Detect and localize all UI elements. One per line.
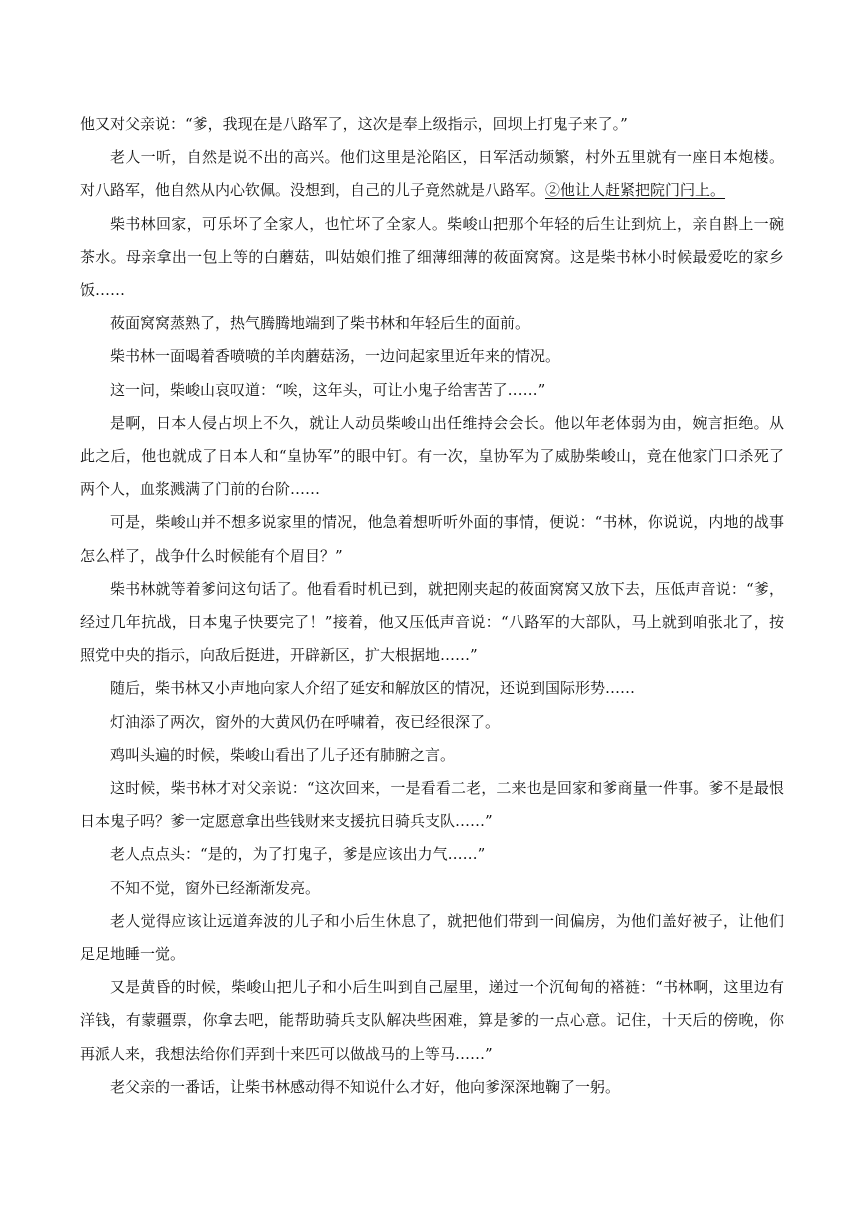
paragraph-6-text: 这一问，柴峻山哀叹道：“唉，这年头，可让小鬼子给害苦了……” bbox=[110, 380, 546, 399]
paragraph-8 bbox=[80, 506, 784, 572]
underlined-sentence-2: ②他让人赶紧把院门闩上。 bbox=[545, 181, 726, 200]
paragraph-11 bbox=[80, 706, 784, 739]
paragraph-10 bbox=[80, 672, 784, 705]
paragraph-17 bbox=[80, 971, 784, 1071]
paragraph-13-text: 这时候，柴书林才对父亲说：“这次回来，一是看看二老，二来也是回家和爹商量一件事。爹不是最恨日本鬼子吗？爹一定愿意拿出些钱财来支援抗日骑兵支队……” bbox=[80, 779, 784, 831]
paragraph-18 bbox=[80, 1071, 784, 1104]
paragraph-14 bbox=[80, 838, 784, 871]
paragraph-12 bbox=[80, 739, 784, 772]
paragraph-7 bbox=[80, 407, 784, 507]
paragraph-12-text: 鸡叫头遍的时候，柴峻山看出了儿子还有肺腑之言。 bbox=[110, 745, 456, 764]
paragraph-11-text: 灯油添了两次，窗外的大黄风仍在呼啸着，夜已经很深了。 bbox=[110, 712, 501, 731]
paragraph-6 bbox=[80, 374, 784, 407]
paragraph-9 bbox=[80, 573, 784, 673]
paragraph-9-text: 柴书林就等着爹问这句话了。他看看时机已到，就把刚夹起的莜面窝窝又放下去，压低声音说：“爹，经过几年抗战，日本鬼子快要完了！”接着，他又压低声音说：“八路军的大部队，马上就到咱张北了，按照党中央的指示，向敌后挺进，开辟新区，扩大根据地……” bbox=[80, 579, 784, 665]
paragraph-8-text: 可是，柴峻山并不想多说家里的情况，他急着想听听外面的事情，便说：“书林，你说说，内地的战事怎么样了，战争什么时候能有个眉目？” bbox=[80, 513, 784, 565]
paragraph-3-text: 柴书林回家，可乐坏了全家人，也忙坏了全家人。柴峻山把那个年轻的后生让到炕上，亲自斟上一碗茶水。母亲拿出一包上等的白蘑菇，叫姑娘们推了细薄细薄的莜面窝窝。这是柴书林小时候最爱吃的家乡饭…… bbox=[80, 214, 784, 300]
story-text bbox=[80, 108, 784, 1104]
paragraph-1 bbox=[80, 108, 784, 141]
paragraph-4-text: 莜面窝窝蒸熟了，热气腾腾地端到了柴书林和年轻后生的面前。 bbox=[110, 314, 531, 333]
paragraph-14-text: 老人点点头：“是的，为了打鬼子，爹是应该出力气……” bbox=[110, 845, 486, 864]
paragraph-5 bbox=[80, 340, 784, 373]
paragraph-17-text: 又是黄昏的时候，柴峻山把儿子和小后生叫到自己屋里，递过一个沉甸甸的褡裢：“书林啊，这里边有洋钱，有蒙疆票，你拿去吧，能帮助骑兵支队解决些困难，算是爹的一点心意。记住，十天后的傍晚，你再派人来，我想法给你们弄到十来匹可以做战马的上等马……” bbox=[80, 978, 784, 1063]
paragraph-2 bbox=[80, 141, 784, 207]
paragraph-18-text: 老父亲的一番话，让柴书林感动得不知说什么才好，他向爹深深地鞠了一躬。 bbox=[110, 1077, 621, 1096]
paragraph-10-text: 随后，柴书林又小声地向家人介绍了延安和解放区的情况，还说到国际形势…… bbox=[110, 679, 636, 698]
paragraph-2-text: 老人一听，自然是说不出的高兴。他们这里是沦陷区，日军活动频繁，村外五里就有一座日本炮楼。对八路军，他自然从内心钦佩。没想到，自己的儿子竟然就是八路军。 bbox=[80, 148, 784, 200]
paragraph-16-text: 老人觉得应该让远道奔波的儿子和小后生休息了，就把他们带到一间偏房，为他们盖好被子，让他们足足地睡一觉。 bbox=[80, 911, 784, 964]
paragraph-1-text: 他又对父亲说：“爹，我现在是八路军了，这次是奉上级指示，回坝上打鬼子来了。” bbox=[80, 115, 628, 133]
paragraph-3 bbox=[80, 208, 784, 308]
paragraph-4 bbox=[80, 307, 784, 340]
paragraph-7-text: 是啊，日本人侵占坝上不久，就让人动员柴峻山出任维持会会长。他以年老体弱为由，婉言拒绝。从此之后，他也就成了日本人和“皇协军”的眼中钉。有一次，皇协军为了威胁柴峻山，竟在他家门口杀死了两个人，血浆溅满了门前的台阶…… bbox=[80, 413, 784, 499]
paragraph-15-text: 不知不觉，窗外已经渐渐发亮。 bbox=[110, 878, 321, 897]
paragraph-15 bbox=[80, 872, 784, 905]
paragraph-16 bbox=[80, 905, 784, 971]
paragraph-13 bbox=[80, 772, 784, 838]
paragraph-5-text: 柴书林一面喝着香喷喷的羊肉蘑菇汤，一边问起家里近年来的情况。 bbox=[110, 347, 561, 366]
